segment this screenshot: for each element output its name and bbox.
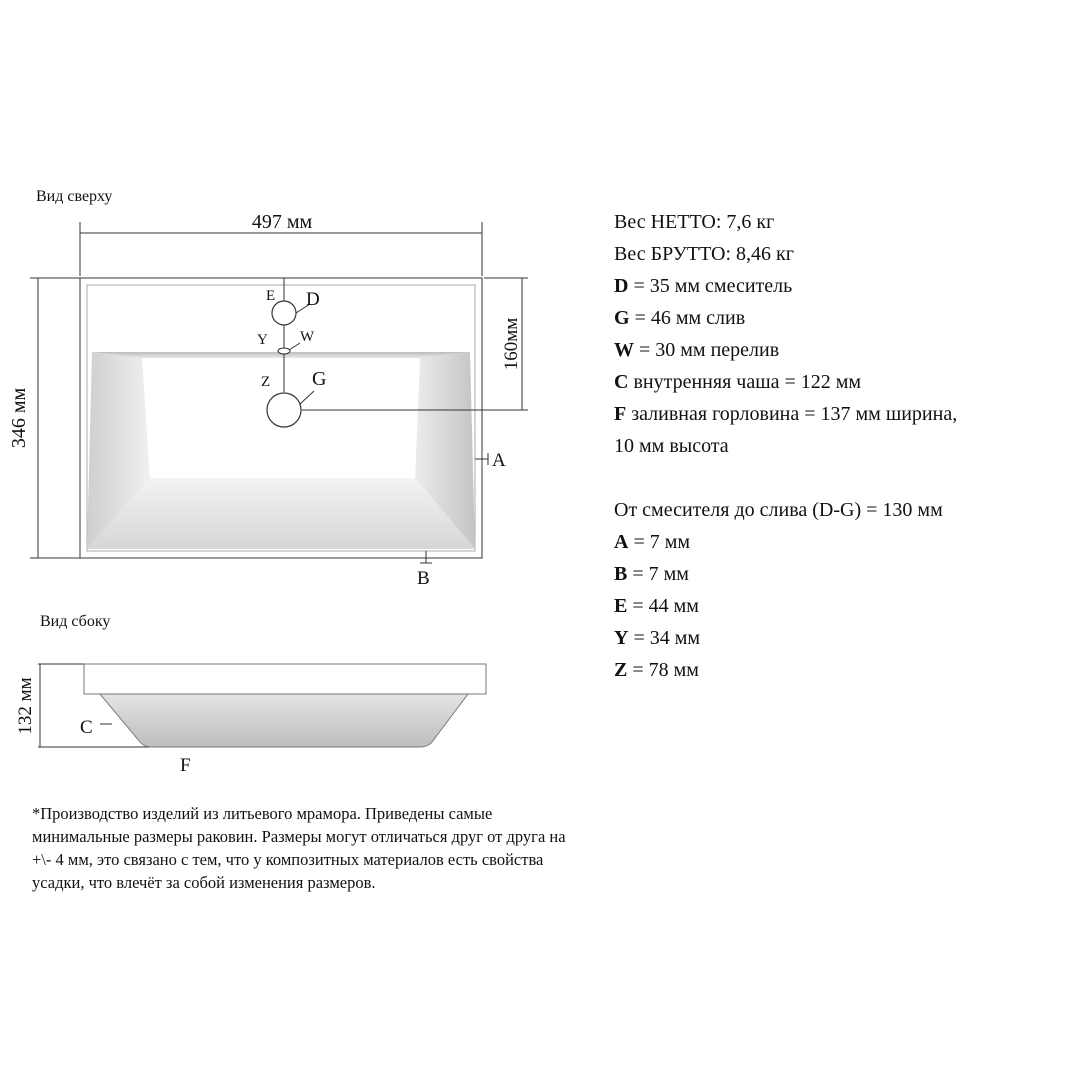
y-label: Y xyxy=(257,332,268,348)
side-view-title: Вид сбоку xyxy=(40,613,111,630)
footnote-line: *Производство изделий из литьевого мрамора. Приведены самые xyxy=(32,804,493,823)
footnote xyxy=(32,802,672,894)
b-label: B xyxy=(417,568,430,589)
top-view-title: Вид сверху xyxy=(36,188,113,205)
height-label: 346 мм xyxy=(8,387,30,449)
spec-f-continuation: 10 мм высота xyxy=(614,435,729,457)
side-profile xyxy=(84,664,486,747)
footnote-line: усадки, что влечёт за собой изменения размеров. xyxy=(32,873,376,892)
spec-w: W = 30 мм перелив xyxy=(614,339,780,361)
spec-e: E = 44 мм xyxy=(614,595,699,617)
tap-hole xyxy=(272,301,296,325)
spec-y: Y = 34 мм xyxy=(614,627,701,649)
e-label: E xyxy=(266,288,276,304)
footnote-line: минимальные размеры раковин. Размеры могут отличаться друг от друга на xyxy=(32,827,566,846)
height-dimension xyxy=(30,278,80,558)
spec-b: B = 7 мм xyxy=(614,563,689,585)
overflow-hole xyxy=(278,348,290,354)
a-label: A xyxy=(492,450,506,471)
spec-f: F заливная горловина = 137 мм ширина, xyxy=(614,403,958,425)
weight-net: Вес НЕТТО: 7,6 кг xyxy=(614,211,775,233)
f-label: F xyxy=(180,755,191,776)
depth-label: 160мм xyxy=(501,317,522,371)
footnote-line: +\- 4 мм, это связано с тем, что у композитных материалов есть свойства xyxy=(32,850,544,869)
side-height-label: 132 мм xyxy=(15,677,36,735)
d-label: D xyxy=(306,289,320,310)
w-label: W xyxy=(300,329,315,345)
basin xyxy=(87,352,475,549)
c-label: C xyxy=(80,717,93,738)
specs-panel xyxy=(614,206,1054,686)
drain-hole xyxy=(267,393,301,427)
z-label: Z xyxy=(261,374,271,390)
weight-gross: Вес БРУТТО: 8,46 кг xyxy=(614,243,794,265)
spec-d: D = 35 мм смеситель xyxy=(614,275,793,297)
spec-g: G = 46 мм слив xyxy=(614,307,746,329)
spec-distance: От смесителя до слива (D-G) = 130 мм xyxy=(614,499,943,521)
g-label: G xyxy=(312,368,327,390)
spec-c: C внутренняя чаша = 122 мм xyxy=(614,371,862,393)
spec-z: Z = 78 мм xyxy=(614,659,699,681)
width-label: 497 мм xyxy=(251,211,313,233)
spec-a: A = 7 мм xyxy=(614,531,691,553)
